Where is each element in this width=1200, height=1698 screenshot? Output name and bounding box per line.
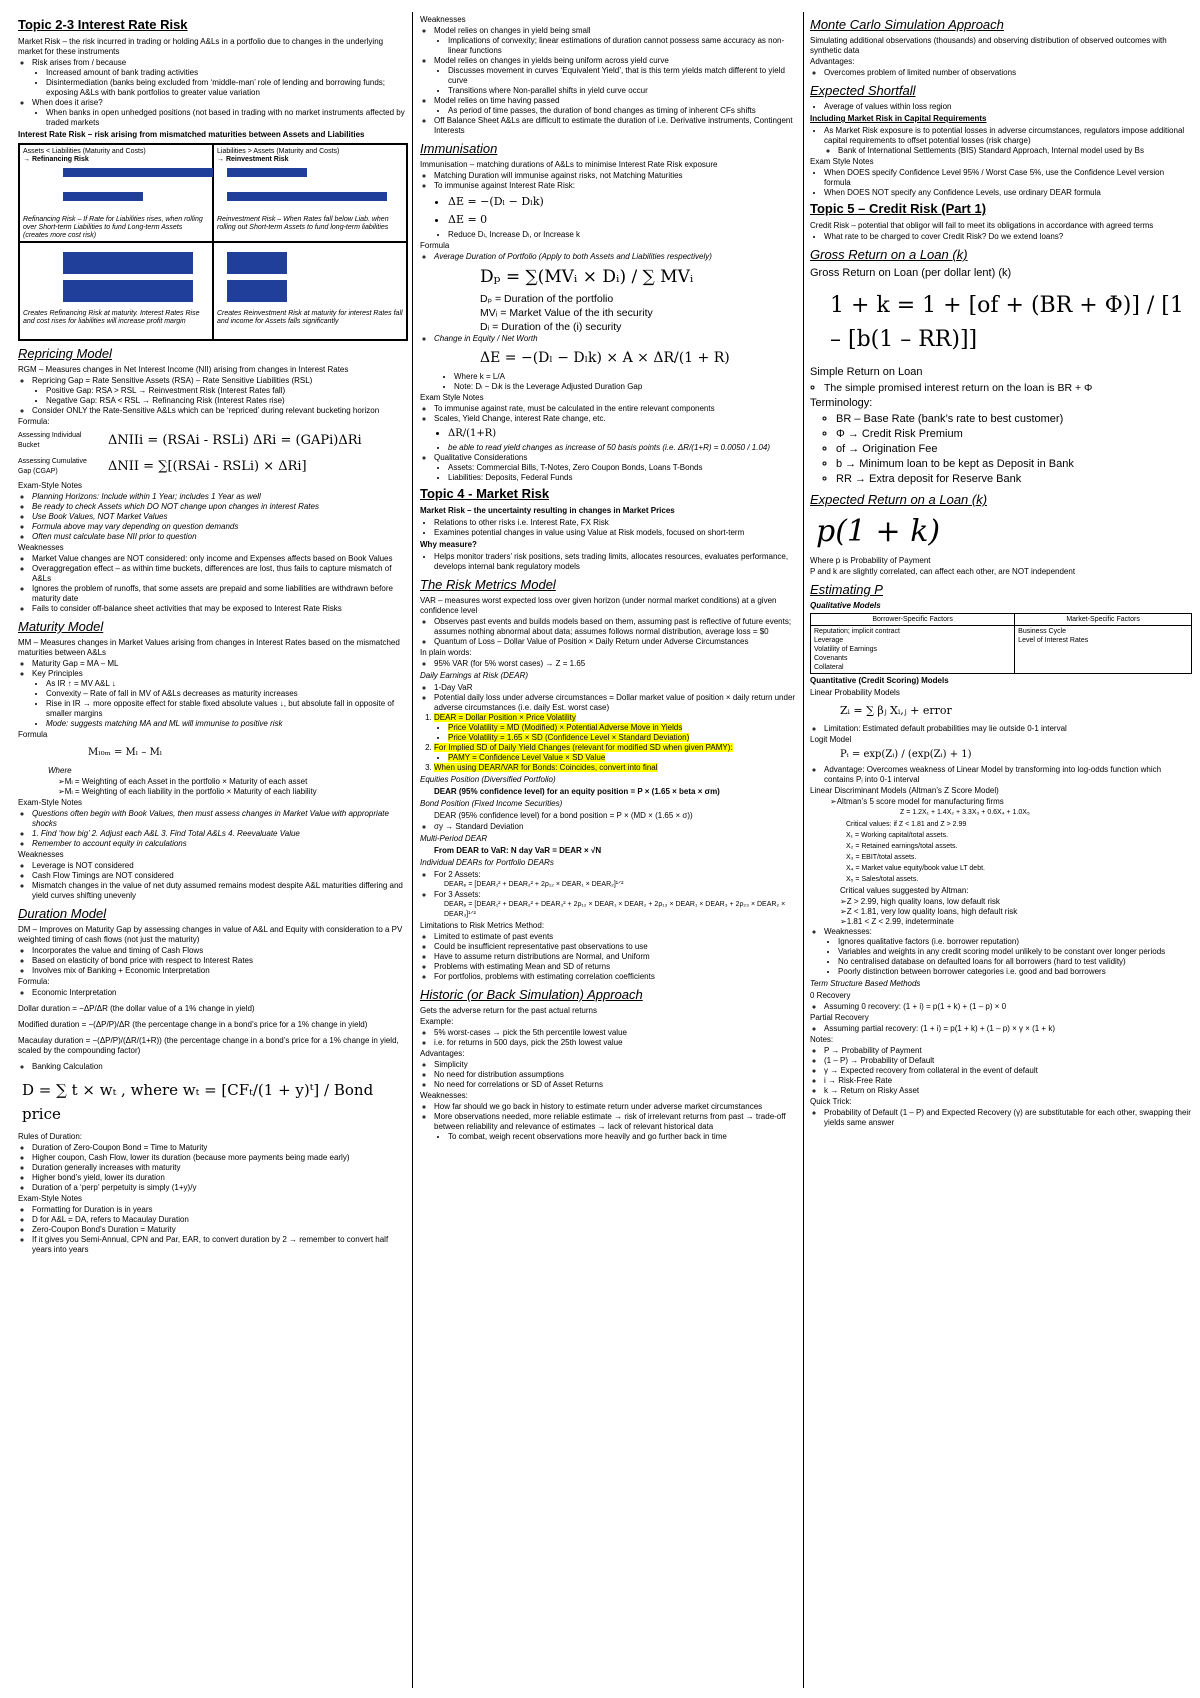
list-item: • Discusses movement in curves ‘Equivalent Yield’, that is this term yields match different to yield curve <box>448 66 800 86</box>
list-item: ◦ For portfolios, problems with estimating correlation coefficients <box>434 972 800 982</box>
variable-list: Critical values: if Z < 1.81 and Z > 2.99 X₁ = Working capital/total assets. X₂ = Retained earnings/total assets. X₃ = EBIT/total assets. X₄ = Market value equity/book value LT debt. X₅ = Sales/total assets. <box>846 821 985 883</box>
label: Weaknesses <box>420 15 466 24</box>
label: Critical values suggested by Altman: <box>840 886 969 895</box>
label: Simple Return on Loan <box>810 366 923 378</box>
list-item: ◦ If it gives you Semi-Annual, CPN and Par, EAR, to convert duration by 2 → remember to convert half years into years <box>32 1235 408 1255</box>
formula-row: Assessing Individual Bucket ΔNIIi = (RSAi - RSLi) ΔRi = (GAPi)ΔRi <box>18 432 362 449</box>
section-heading: Duration Model <box>18 906 107 921</box>
paragraph: Immunisation – matching durations of A&Ls to minimise Interest Rate Risk exposure <box>420 160 718 169</box>
list-item: ◦ Higher bond’s yield, lower its duration <box>32 1173 408 1183</box>
list-item: • Convexity – Rate of fall in MV of A&Ls decreases as maturity increases <box>46 689 408 699</box>
list-item: ◦ (1 – P) → Probability of Default <box>824 1056 1192 1066</box>
gap-diagram <box>18 143 408 341</box>
label: Quick Trick: <box>810 1097 852 1106</box>
list-item: ◦ Model relies on time having passed • As period of time passes, the duration of bond changes as timing of inherent CFs shifts <box>434 96 800 116</box>
label: Advantages: <box>420 1049 465 1058</box>
paragraph: MM – Measures changes in Market Values arising from changes in Interest Rates based on the mismatched maturities between A&Ls <box>18 638 400 657</box>
list-item: ◦ Use Book Values, NOT Market Values <box>32 512 408 522</box>
table-row <box>811 626 1192 674</box>
formula: ΔNIIi = (RSAi - RSLi) ΔRi = (GAPi)ΔRi <box>108 433 362 448</box>
label: 0 Recovery <box>810 991 851 1000</box>
table-cell: Business Cycle Level of Interest Rates <box>1015 626 1192 674</box>
label: Where <box>48 766 72 775</box>
list-item: ◦ Weaknesses: • Ignores qualitative factors (i.e. borrower reputation) • Variables and weights in any credit scoring model unlikely to be constant over longer periods • No centralised database on defaulted loans for all borrowers (hard to test validity) • Poorly distinction between borrower categories i.e. good and bad borrowers <box>824 927 1192 977</box>
list-item: ◦ Zero-Coupon Bond’s Duration = Maturity <box>32 1225 408 1235</box>
list-item: ◦ 1. Find ‘how big’ 2. Adjust each A&L 3. Find Total A&Ls 4. Reevaluate Value <box>32 829 408 839</box>
list-item: 3. When using DEAR/VAR for Bonds: Coincides, convert into final <box>434 763 800 773</box>
list-item: ◦ Duration of a ‘perp’ perpetuity is simply (1+y)/y <box>32 1183 408 1193</box>
list-item: 1. DEAR = Dollar Position × Price Volatility • Price Volatility = MD (Modified) × Potential Adverse Move in Yields • Price Volatility = 1.65 × SD (Confidence Level × Standard Deviation) <box>434 713 800 743</box>
formula: Macaulay duration = −(ΔP/P)/(ΔR/(1+R)) (the percentage change in a bond’s price for a 1% change in yield, scaled by the compounding factor) <box>18 1036 399 1055</box>
list-item: ➢ Z < 1.81, very low quality loans, high default risk <box>840 907 1192 917</box>
list-item: ◦ Mismatch changes in the value of net duty assumed remains modest despite A&L maturities differing and yield curves shifting unevenly <box>32 881 408 901</box>
paragraph: Market Risk – the uncertainty resulting in changes in Market Prices <box>420 506 675 515</box>
change-equity-formula: ΔE = −(Dₗ − Dₗk) × A × ΔR/(1 + R) <box>480 350 730 366</box>
label: Formula <box>18 730 48 739</box>
list-item: • Assets: Commercial Bills, T-Notes, Zero Coupon Bonds, Loans T-Bonds <box>448 463 800 473</box>
list-item: ◦ No need for correlations or SD of Asset Returns <box>434 1080 800 1090</box>
list-item: ◦ Fails to consider off-balance sheet activities that may be exposed to Interest Rate Risks <box>32 604 408 614</box>
list-item: ◦ How far should we go back in history to estimate return under adverse market circumstances <box>434 1102 800 1112</box>
label: Formula: <box>18 417 50 426</box>
list-item: ➢ Mₗ = Weighting of each liability in the portfolio × Maturity of each liability <box>58 787 408 797</box>
list-item: ◦ Key Principles • As IR ↑ = MV A&L ↓ • Convexity – Rate of fall in MV of A&Ls decreases as maturity increases • Rise in IR → more opposite effect for stable fixed absolute values ↓, but absolute fall in opposite of smaller margins • Mode: suggests matching MA and ML will immunise to positive risk <box>32 669 408 729</box>
section-heading: Expected Shortfall <box>810 83 916 98</box>
list-item: • Implications of convexity; linear estimations of duration cannot possess same accuracy as non-linear functions <box>448 36 800 56</box>
formula: ΔNII = ∑[(RSAi - RSLi) × ΔRi] <box>108 459 307 474</box>
list-item: ➢ Mₗ = Weighting of each Asset in the portfolio × Maturity of each asset <box>58 777 408 787</box>
list-item: ◦ To immunise against Interest Rate Risk: • ΔE = −(Dₗ − Dₗk) • ΔE = 0 • Reduce Dₗ, Increase Dₗ, or Increase k <box>434 181 800 240</box>
list-item: ◦ Limitation: Estimated default probabilities may lie outside 0-1 interval <box>824 724 1192 734</box>
table-header: Market-Specific Factors <box>1015 614 1192 626</box>
list-item: • Mode: suggests matching MA and ML will immunise to positive risk <box>46 719 408 729</box>
list-item: • Relations to other risks i.e. Interest Rate, FX Risk <box>434 518 800 528</box>
section-heading: Expected Return on a Loan (k) <box>810 492 988 507</box>
formula-row: Assessing Cumulative Gap (CGAP) ΔNII = ∑[(RSAi - RSLi) × ΔRi] <box>18 458 307 475</box>
label: Individual DEARs for Portfolio DEARs <box>420 858 554 867</box>
list-item: • When DOES specify Confidence Level 95% / Worst Case 5%, use the Confidence Level version formula <box>824 168 1192 188</box>
list-item: ◦ To immunise against rate, must be calculated in the entire relevant components <box>434 404 800 414</box>
list-item: ◦ When does it arise? • When banks in open unhedged positions (not based in trading with no market instruments affected by traded markets <box>32 98 408 128</box>
list-item: • Ignores qualitative factors (i.e. borrower reputation) <box>838 937 1192 947</box>
section-heading: Estimating P <box>810 582 883 597</box>
list-item: ◦ Quantum of Loss – Dollar Value of Position × Daily Return under Adverse Circumstances <box>434 637 800 647</box>
formula: • ΔE = −(Dₗ − Dₗk) <box>448 194 800 209</box>
label: Exam-Style Notes <box>18 481 83 490</box>
list-item: ◦ Problems with estimating Mean and SD of returns <box>434 962 800 972</box>
list-item: • Disintermediation (banks being excluded from ‘middle-man’ role of lending and borrowing funds; exposing A&Ls with bank portfolios to greater value variation <box>46 78 408 98</box>
list-item: ◦ Risk arises from / because • Increased amount of bank trading activities • Disintermediation (banks being excluded from ‘middle-man’ role of lending and borrowing funds; exposing A&Ls with bank portfolios to greater value variation <box>32 58 408 98</box>
list-item: ◦ Matching Duration will immunise against risks, not Matching Maturities <box>434 171 800 181</box>
label: Formula: <box>18 977 50 986</box>
list-item: • Poorly distinction between borrower categories i.e. good and bad borrowers <box>838 967 1192 977</box>
list-item: ◦ Φ → Credit Risk Premium <box>836 427 1192 442</box>
list-item: ◦ BR – Base Rate (bank’s rate to best customer) <box>836 412 1192 427</box>
diagram-cell: Creates Reinvestment Risk at maturity for interest Rates fall and income for Assets falls significantly <box>213 242 407 340</box>
label: Equities Position (Diversified Portfolio) <box>420 775 556 784</box>
list-item: ◦ 1-Day VaR <box>434 683 800 693</box>
definitions: Dₚ = Duration of the portfolio MVᵢ = Market Value of the ith security Dᵢ = Duration of the (i) security <box>480 293 653 333</box>
table-header: Borrower-Specific Factors <box>811 614 1015 626</box>
label: Partial Recovery <box>810 1013 869 1022</box>
topic-heading: Topic 2-3 Interest Rate Risk <box>18 17 188 32</box>
list-item: ◦ For 3 Assets: DEARₚ = [DEAR₁² + DEAR₂² + DEAR₃² + 2ρ₁₂ × DEAR₁ × DEAR₂ + 2ρ₁₃ × DEAR₁ × DEAR₃ + 2ρ₂₃ × DEAR₂ × DEAR₃]¹ᐟ² <box>434 890 800 920</box>
list-item: ◦ Overcomes problem of limited number of observations <box>824 68 1192 78</box>
formula: Mₗ₀ₘ = Mₗ – Mₗ <box>88 747 163 758</box>
list-item: • As Market Risk exposure is to potential losses in adverse circumstances, regulators impose additional capital requirements to offset potential losses (risk charge) ◦ Bank of International Settlements (BIS) Standard Approach, Internal model used by Bs <box>824 126 1192 156</box>
list-item: ◦ Banking Calculation <box>32 1062 408 1072</box>
list-item: ◦ Questions often begin with Book Values, then must assess changes in Market Value with appropriate shocks <box>32 809 408 829</box>
list-item: ◦ Limited to estimate of past events <box>434 932 800 942</box>
label: Exam Style Notes <box>420 393 484 402</box>
list-item: ◦ Higher coupon, Cash Flow, lower its duration (because more payments being made early) <box>32 1153 408 1163</box>
label: Linear Probability Models <box>810 688 900 697</box>
list-item: ◦ Duration of Zero-Coupon Bond = Time to Maturity <box>32 1143 408 1153</box>
list-item: ◦ γ → Expected recovery from collateral in the event of default <box>824 1066 1192 1076</box>
label: Quantitative (Credit Scoring) Models <box>810 676 949 685</box>
list-item: • Transitions where Non-parallel shifts in yield curve occur <box>448 86 800 96</box>
section-heading: Monte Carlo Simulation Approach <box>810 17 1004 32</box>
section-heading: Repricing Model <box>18 346 112 361</box>
section-heading: Maturity Model <box>18 619 104 634</box>
paragraph: Credit Risk – potential that obligor will fail to meet its obligations in accordance with agreed terms <box>810 221 1154 230</box>
list-item: • Helps monitor traders’ risk positions, sets trading limits, allocates resources, evaluates performance, develops internal bank regulatory models <box>434 552 800 572</box>
list-item: ◦ The simple promised interest return on the loan is BR + Φ <box>824 381 1192 395</box>
label: Advantages: <box>810 57 855 66</box>
list-item: ◦ 5% worst-cases → pick the 5th percentile lowest value <box>434 1028 800 1038</box>
list-item: • Where k = L/A <box>454 372 800 382</box>
label: Weaknesses <box>18 543 64 552</box>
list-item: ◦ No need for distribution assumptions <box>434 1070 800 1080</box>
list-item: ◦ P → Probability of Payment <box>824 1046 1192 1056</box>
list-item: ◦ Model relies on changes in yield being small • Implications of convexity; linear estimations of duration cannot possess same accuracy as non-linear functions <box>434 26 800 56</box>
list-item: ◦ Model relies on changes in yields being uniform across yield curve • Discusses movement in curves ‘Equivalent Yield’, that is this term yields match different to yield curve • Transitions where Non-parallel shifts in yield curve occur <box>434 56 800 96</box>
list-item: ◦ Probability of Default (1 – P) and Expected Recovery (γ) are substitutable for each other, swapping their yields same answer <box>824 1108 1192 1128</box>
label: Term Structure Based Methods <box>810 979 921 988</box>
list-item: ◦ Observes past events and builds models based on them, assuming past is reflective of future events; assumes nothing abnormal about data; assumes follows normal distribution, average loss = $0 <box>434 617 800 637</box>
formula: From DEAR to VaR: N day VaR = DEAR × √N <box>434 846 602 855</box>
label: Weaknesses <box>18 850 64 859</box>
list-item: ◦ Cash Flow Timings are NOT considered <box>32 871 408 881</box>
list-item: ◦ More observations needed, more reliable estimate → risk of irrelevant returns from past → trade-off between reliability and relevance of estimates → lack of relevant historical data • To combat, weigh recent observations more heavily and go further back in time <box>434 1112 800 1142</box>
list-item: ◦ Change in Equity / Net Worth <box>434 334 800 344</box>
label: Rules of Duration: <box>18 1132 83 1141</box>
paragraph: Simulating additional observations (thousands) and observing distribution of observed outcomes with synthetic data <box>810 36 1167 55</box>
list-item: ◦ Based on elasticity of bond price with respect to Interest Rates <box>32 956 408 966</box>
list-item: ◦ b → Minimum loan to be kept as Deposit in Bank <box>836 457 1192 472</box>
list-item: ◦ For 2 Assets: DEARₚ = [DEAR₁² + DEAR₂² + 2ρ₁₂ × DEAR₁ × DEAR₂]¹ᐟ² <box>434 870 800 890</box>
list-item: • When DOES NOT specify any Confidence Levels, use ordinary DEAR formula <box>824 188 1192 198</box>
bar-illustration <box>23 166 209 214</box>
list-item: ◦ Involves mix of Banking + Economic Interpretation <box>32 966 408 976</box>
list-item: ◦ Planning Horizons: Include within 1 Year; includes 1 Year as well <box>32 492 408 502</box>
factors-table <box>810 613 1192 674</box>
label: Notes: <box>810 1035 834 1044</box>
column-divider <box>412 12 413 1688</box>
list-item: • be able to read yield changes as increase of 50 basis points (i.e. ΔR/(1+R) = 0.0050 / 1.04) <box>448 443 800 453</box>
list-item: • Examines potential changes in value using Value at Risk models, focused on short-term <box>434 528 800 538</box>
formula: • ΔE = 0 <box>448 212 800 227</box>
paragraph: DM – Improves on Maturity Gap by assessing changes in value of A&L and Equity with consideration to a PV weighted timing of cash flows (not just the maturity) <box>18 925 403 944</box>
list <box>18 58 408 128</box>
paragraph: RGM – Measures changes in Net Interest Income (NII) arising from changes in Interest Rates <box>18 365 349 374</box>
formula: DEARₚ = [DEAR₁² + DEAR₂² + DEAR₃² + 2ρ₁₂ × DEAR₁ × DEAR₂ + 2ρ₁₃ × DEAR₁ × DEAR₃ + 2ρ₂₃ × DEAR₂ × DEAR₃]¹ᐟ² <box>444 901 786 918</box>
formula: Pᵢ = exp(Zᵢ) / (exp(Zᵢ) + 1) <box>840 749 972 760</box>
formula: Zᵢ = ∑ βⱼ Xᵢ,ⱼ + error <box>840 704 952 717</box>
label: Gross Return on Loan (per dollar lent) (k) <box>810 267 1012 279</box>
list-item: ◦ Maturity Gap = MA – ML <box>32 659 408 669</box>
label: Linear Discriminant Models (Altman’s Z Score Model) <box>810 786 999 795</box>
list-item: ◦ Potential daily loss under adverse circumstances = Dollar market value of position × daily return under adverse circumstances (i.e. daily Est. worst case) <box>434 693 800 713</box>
section-heading: The Risk Metrics Model <box>420 577 556 592</box>
list-item: ◦ i → Risk-Free Rate <box>824 1076 1192 1086</box>
list-item: ◦ Simplicity <box>434 1060 800 1070</box>
list-item: • Negative Gap: RSA < RSL → Refinancing Risk (Interest Rates rise) <box>46 396 408 406</box>
list-item: ◦ Often must calculate base NII prior to question <box>32 532 408 542</box>
list-item: ◦ 95% VAR (for 5% worst cases) → Z = 1.65 <box>434 659 800 669</box>
diagram-cell: Assets < Liabilities (Maturity and Costs) → Refinancing Risk Refinancing Risk – If Rate for Liabilities rises, when rolling over Short-term Liabilities to fund Long-term Assets (creates more cost risk) <box>19 144 213 242</box>
label: Bond Position (Fixed Income Securities) <box>420 799 563 808</box>
label: Limitations to Risk Metrics Method: <box>420 921 545 930</box>
label: Exam-Style Notes <box>18 798 83 807</box>
list-item: ➢ Z > 2.99, high quality loans, low default risk <box>840 897 1192 907</box>
list-item: • As IR ↑ = MV A&L ↓ <box>46 679 408 689</box>
column-3 <box>810 14 1192 1688</box>
list-item: • Price Volatility = MD (Modified) × Potential Adverse Move in Yields <box>448 723 800 733</box>
list-item: ◦ Off Balance Sheet A&Ls are difficult to estimate the duration of i.e. Derivative instruments, Contingent Interests <box>434 116 800 136</box>
list-item: • Note: Dₗ − Dₗk is the Leverage Adjusted Duration Gap <box>454 382 800 392</box>
list-item: • Reduce Dₗ, Increase Dₗ, or Increase k <box>448 230 800 240</box>
list-item: • To combat, weigh recent observations more heavily and go further back in time <box>448 1132 800 1142</box>
list-item: ◦ Advantage: Overcomes weakness of Linear Model by transforming into log-odds function which contains Pᵢ into 0-1 interval <box>824 765 1192 785</box>
list-item: ◦ of → Origination Fee <box>836 442 1192 457</box>
bar-illustration <box>23 248 209 308</box>
list-item: ◦ Could be insufficient representative past observations to use <box>434 942 800 952</box>
list-item: • What rate to be charged to cover Credit Risk? Do we extend loans? <box>824 232 1192 242</box>
list-item: • No centralised database on defaulted loans for all borrowers (hard to test validity) <box>838 957 1192 967</box>
list-item: • Liabilities: Deposits, Federal Funds <box>448 473 800 483</box>
list-item: ◦ Scales, Yield Change, interest Rate change, etc. • ΔR/(1+R) • be able to read yield changes as increase of 50 basis points (i.e. ΔR/(1+R) = 0.0050 / 1.04) <box>434 414 800 453</box>
section-heading: Immunisation <box>420 141 498 156</box>
formula: DEAR (95% confidence level) for a bond position = P × (MD × (1.65 × σ)) <box>434 811 693 820</box>
list-item: ◦ D for A&L = DA, refers to Macaulay Duration <box>32 1215 408 1225</box>
paragraph: VAR – measures worst expected loss over given horizon (under normal market conditions) at a given confidence level <box>420 596 777 615</box>
list-item: ◦ i.e. for returns in 500 days, pick the 25th lowest value <box>434 1038 800 1048</box>
column-divider <box>803 12 804 1688</box>
list-item: ➢ 1.81 < Z < 2.99, indeterminate <box>840 917 1192 927</box>
label: Weaknesses: <box>420 1091 468 1100</box>
section-heading: Gross Return on a Loan (k) <box>810 247 968 262</box>
list-item: • When banks in open unhedged positions (not based in trading with no market instruments affected by traded markets <box>46 108 408 128</box>
label: Including Market Risk in Capital Requirements <box>810 114 987 123</box>
list-item: ◦ Economic Interpretation <box>32 988 408 998</box>
formula: DEARₚ = [DEAR₁² + DEAR₂² + 2ρ₁₂ × DEAR₁ × DEAR₂]¹ᐟ² <box>444 881 624 888</box>
list-item: ➢ Altman’s 5 score model for manufacturing firms <box>830 797 1192 807</box>
diagram-cell: Creates Refinancing Risk at maturity. Interest Rates Rise and cost rises for liabilities will increase profit margin <box>19 242 213 340</box>
label: Daily Earnings at Risk (DEAR) <box>420 671 529 680</box>
label: Exam Style Notes <box>810 157 874 166</box>
section-heading: Historic (or Back Simulation) Approach <box>420 987 643 1002</box>
list-item: • Variables and weights in any credit scoring model unlikely to be constant over longer periods <box>838 947 1192 957</box>
formula: DEAR (95% confidence level) for an equity position = P × (1.65 × beta × σm) <box>434 787 720 796</box>
label: Why measure? <box>420 540 477 549</box>
diagram-cell: Liabilities > Assets (Maturity and Costs) → Reinvestment Risk Reinvestment Risk – When Rates fall below Liab. when rolling out Short-term Assets to fund long-term liabilities <box>213 144 407 242</box>
list-item: ◦ Overaggregation effect – as within time buckets, differences are lost, thus fails to capture mismatch of A&Ls <box>32 564 408 584</box>
list-item: ◦ RR → Extra deposit for Reserve Bank <box>836 472 1192 487</box>
list-item: ◦ Consider ONLY the Rate-Sensitive A&Ls which can be ‘repriced’ during relevant bucketing horizon <box>32 406 408 416</box>
expected-return-formula: p(1 + k) <box>816 514 941 549</box>
list-item: ◦ Formula above may vary depending on question demands <box>32 522 408 532</box>
label: In plain words: <box>420 648 472 657</box>
list-item: ◦ Remember to account equity in calculations <box>32 839 408 849</box>
formula: Dollar duration = −ΔP/ΔR (the dollar value of a 1% change in yield) <box>18 1004 255 1013</box>
topic-heading: Topic 5 – Credit Risk (Part 1) <box>810 201 987 216</box>
list-item: ◦ Average Duration of Portfolio (Apply to both Assets and Liabilities respectively) <box>434 252 800 262</box>
list-item: 2. For Implied SD of Daily Yield Changes (relevant for modified SD when given PAMY): • PAMY = Confidence Level Value × SD Value <box>434 743 800 763</box>
label: Terminology: <box>810 397 873 409</box>
paragraph: P and k are slightly correlated, can affect each other, are NOT independent <box>810 567 1076 576</box>
list-item: • PAMY = Confidence Level Value × SD Value <box>448 753 800 763</box>
label: Formula <box>420 241 450 250</box>
list-item: ◦ Be ready to check Assets which DO NOT change upon changes in interest Rates <box>32 502 408 512</box>
gross-return-formula: 1 + k = 1 + [of + (BR + Φ)] / [1 – [b(1 – RR)]] <box>830 293 1184 352</box>
bar-illustration <box>217 248 403 308</box>
paragraph: Gets the adverse return for the past actual returns <box>420 1006 597 1015</box>
paragraph: Interest Rate Risk – risk arising from mismatched maturities between Assets and Liabilities <box>18 130 365 139</box>
list-item: ◦ Leverage is NOT considered <box>32 861 408 871</box>
bar-illustration <box>217 166 403 214</box>
topic-heading: Topic 4 - Market Risk <box>420 486 550 501</box>
label: Exam-Style Notes <box>18 1194 83 1203</box>
table-cell: Reputation; implicit contract Leverage Volatility of Earnings Covenants Collateral <box>811 626 1015 674</box>
list-item: ◦ Qualitative Considerations • Assets: Commercial Bills, T-Notes, Zero Coupon Bonds, Loans T-Bonds • Liabilities: Deposits, Federal Funds <box>434 453 800 483</box>
list-item: ◦ Market Value changes are NOT considered: only income and Expenses affects based on Book Values <box>32 554 408 564</box>
formula: Z = 1.2X₁ + 1.4X₂ + 3.3X₃ + 0.6X₄ + 1.0X₅ <box>900 809 1030 816</box>
duration-formula: D = ∑ t × wₜ , where wₜ = [CFₜ/(1 + y)ᵗ] / Bond price <box>22 1081 374 1123</box>
paragraph: Market Risk – the risk incurred in trading or holding A&Ls in a portfolio due to changes in the underlying market for these instruments <box>18 37 384 56</box>
list-item: • Average of values within loss region <box>824 102 1192 112</box>
list-item: ◦ Incorporates the value and timing of Cash Flows <box>32 946 408 956</box>
list-item: ◦ Duration generally increases with maturity <box>32 1163 408 1173</box>
paragraph: Where p is Probability of Payment <box>810 556 931 565</box>
list-item: ◦ Ignores the problem of runoffs, that some assets are prepaid and some liabilities are withdrawn before maturity date <box>32 584 408 604</box>
list-item: • Price Volatility = 1.65 × SD (Confidence Level × Standard Deviation) <box>448 733 800 743</box>
avg-duration-formula: Dₚ = ∑(MVᵢ × Dᵢ) / ∑ MVᵢ <box>480 267 694 287</box>
formula: • ΔR/(1+R) <box>448 427 800 440</box>
list-item: ◦ k → Return on Risky Asset <box>824 1086 1192 1096</box>
formula: Modified duration = −(ΔP/P)/ΔR (the percentage change in a bond’s price for a 1% change in yield) <box>18 1020 368 1029</box>
label: Multi-Period DEAR <box>420 834 488 843</box>
list-item: ◦ Assuming 0 recovery: (1 + i) = p(1 + k) + (1 – p) × 0 <box>824 1002 1192 1012</box>
label: Qualitative Models <box>810 601 881 610</box>
list-item: • As period of time passes, the duration of bond changes as timing of inherent CFs shifts <box>448 106 800 116</box>
list-item: • Increased amount of bank trading activities <box>46 68 408 78</box>
list-item: • Positive Gap: RSA > RSL → Reinvestment Risk (Interest Rates fall) <box>46 386 408 396</box>
list-item: ◦ σy → Standard Deviation <box>434 822 800 832</box>
column-2 <box>420 14 800 1688</box>
list-item: ◦ Repricing Gap = Rate Sensitive Assets (RSA) – Rate Sensitive Liabilities (RSL) • Positive Gap: RSA > RSL → Reinvestment Risk (Interest Rates fall) • Negative Gap: RSA < RSL → Refinancing Risk (Interest Rates rise) <box>32 376 408 406</box>
list-item: • Rise in IR → more opposite effect for stable fixed absolute values ↓, but absolute fall in opposite of smaller margins <box>46 699 408 719</box>
label: Logit Model <box>810 735 852 744</box>
list-item: ◦ Formatting for Duration is in years <box>32 1205 408 1215</box>
list-item: ◦ Have to assume return distributions are Normal, and Uniform <box>434 952 800 962</box>
list-item: ◦ Bank of International Settlements (BIS) Standard Approach, Internal model used by Bs <box>838 146 1192 156</box>
label: Example: <box>420 1017 454 1026</box>
list-item: ◦ Assuming partial recovery: (1 + i) = p(1 + k) + (1 – p) × γ × (1 + k) <box>824 1024 1192 1034</box>
column-1 <box>18 14 408 1688</box>
